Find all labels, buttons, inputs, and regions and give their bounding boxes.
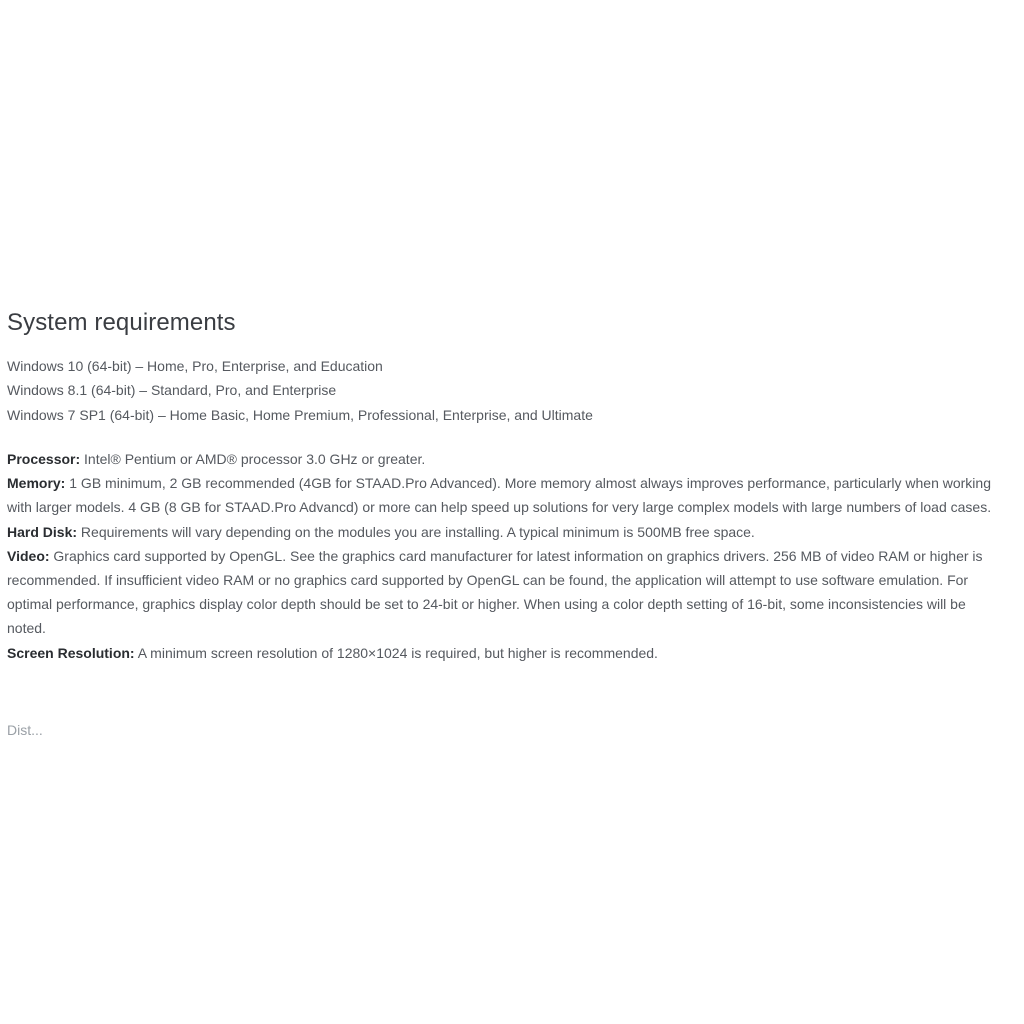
spec-label: Hard Disk: [7,523,78,540]
spec-text: Intel® Pentium or AMD® processor 3.0 GHz or greater. [84,450,426,467]
spec-processor [7,447,1002,471]
spec-text: A minimum screen resolution of 1280×1024 is required, but higher is recommended. [137,644,658,661]
cut-off-text: Dist... [7,722,43,738]
system-requirements-section [7,307,1002,665]
os-item-windows-10: Windows 10 (64-bit) – Home, Pro, Enterprise, and Education [7,358,383,374]
spec-hard-disk [7,520,1002,544]
os-item-windows-8-1: Windows 8.1 (64-bit) – Standard, Pro, and Enterprise [7,382,337,399]
spec-label: Processor: [7,450,81,467]
page-title: System requirements [7,309,236,336]
spec-label: Screen Resolution: [7,644,135,661]
spec-text: 1 GB minimum, 2 GB recommended (4GB for STAAD.Pro Advanced). More memory almost always improves performance, particularly when working with larger models. 4 GB (8 GB for STAAD.Pro Advancd) or more can help speed up solutions for very large complex models with large numbers of load cases. [7,475,992,516]
spec-label: Video: [7,547,50,564]
spec-text: Requirements will vary depending on the modules you are installing. A typical minimum is 500MB free space. [80,523,755,540]
os-item-windows-7: Windows 7 SP1 (64-bit) – Home Basic, Home Premium, Professional, Enterprise, and Ultimate [7,406,593,423]
spec-list [7,447,1002,665]
spec-label: Memory: [7,475,66,492]
spec-screen-resolution [7,641,1002,665]
spec-memory [7,471,1002,519]
cut-off-text-clip [7,713,207,738]
os-list [7,354,1002,427]
spec-text: Graphics card supported by OpenGL. See the graphics card manufacturer for latest information on graphics drivers. 256 MB of video RAM or higher is recommended. If insufficient video RAM or no graphics card supported by OpenGL can be found, the application will attempt to use software emulation. For optimal performance, graphics display color depth should be set to 24-bit or higher. When using a color depth setting of 16-bit, some inconsistencies will be noted. [7,547,983,637]
spec-video [7,544,1002,641]
